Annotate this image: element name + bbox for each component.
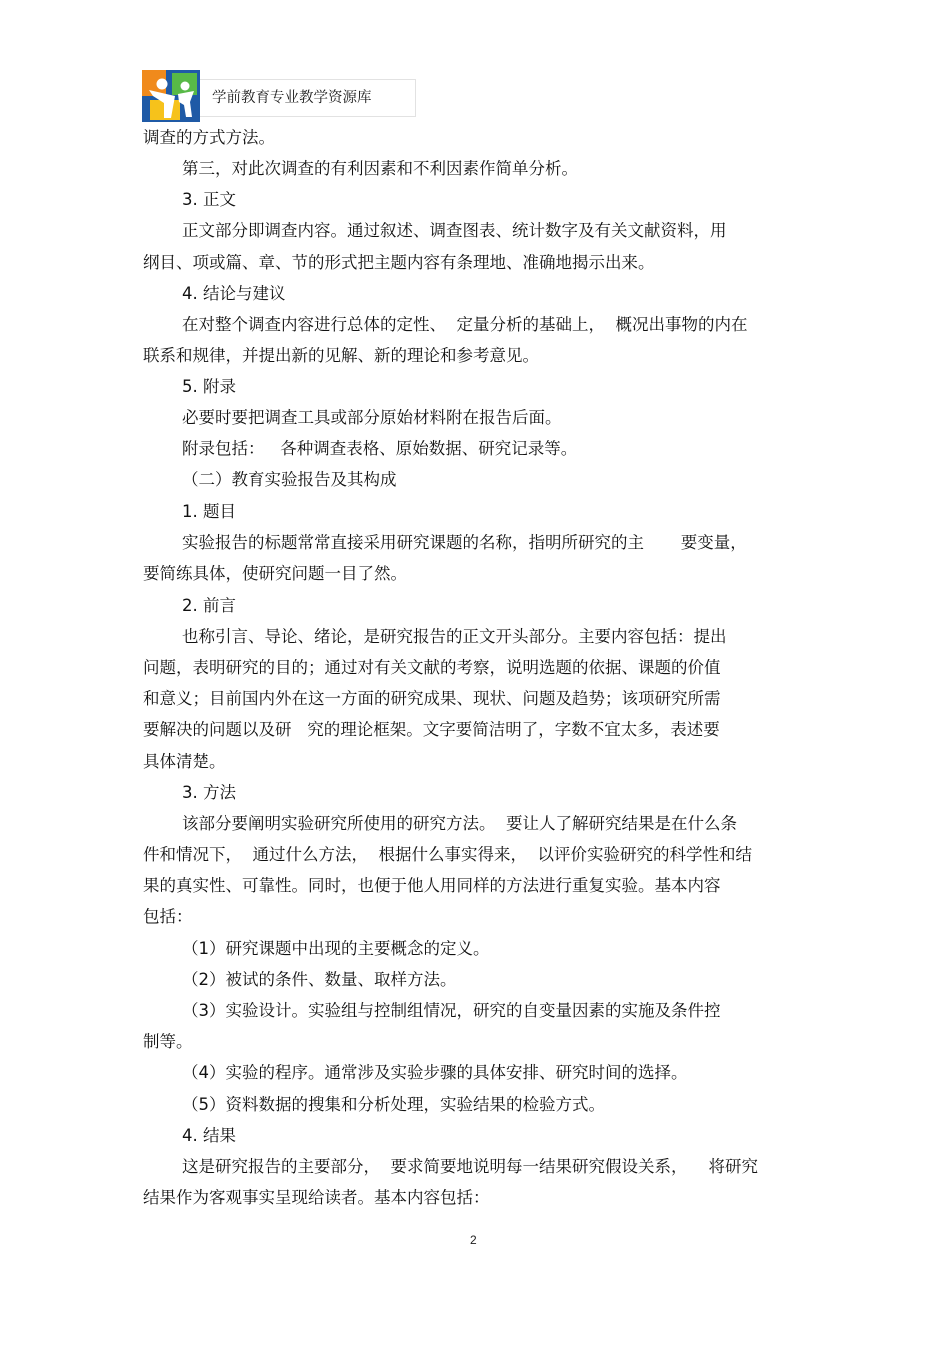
text-line: 果的真实性、可靠性。同时，也便于他人用同样的方法进行重复实验。基本内容	[143, 876, 721, 895]
text-line: 必要时要把调查工具或部分原始材料附在报告后面。	[182, 408, 562, 427]
text-line: 要简练具体，使研究问题一目了然。	[143, 564, 407, 583]
text-line: 结果作为客观事实呈现给读者。基本内容包括：	[143, 1188, 490, 1207]
text-line: 具体清楚。	[143, 752, 226, 771]
section-heading: 5. 附录	[182, 377, 236, 396]
text-line: 在对整个调查内容进行总体的定性、 定量分析的基础上， 概况出事物的内在	[182, 315, 748, 334]
section-heading: 2. 前言	[182, 596, 236, 615]
page-number: 2	[470, 1233, 477, 1247]
section-heading: 3. 方法	[182, 783, 236, 802]
text-line: 联系和规律，并提出新的见解、新的理论和参考意见。	[143, 346, 539, 365]
header-title: 学前教育专业教学资源库	[212, 90, 372, 106]
section-heading: 1. 题目	[182, 502, 236, 521]
text-line: 件和情况下， 通过什么方法， 根据什么事实得来， 以评价实验研究的科学性和结	[143, 845, 752, 864]
text-line: 这是研究报告的主要部分， 要求简要地说明每一结果研究假设关系， 将研究	[182, 1157, 758, 1176]
list-item: （3）实验设计。实验组与控制组情况，研究的自变量因素的实施及条件控	[182, 1001, 721, 1020]
school-logo-icon	[142, 70, 200, 122]
section-heading: 4. 结果	[182, 1126, 236, 1145]
text-line: 和意义；目前国内外在这一方面的研究成果、现状、问题及趋势；该项研究所需	[143, 689, 721, 708]
text-line: 包括：	[143, 907, 193, 926]
list-item: （4）实验的程序。通常涉及实验步骤的具体安排、研究时间的选择。	[182, 1063, 688, 1082]
text-line: 正文部分即调查内容。通过叙述、调查图表、统计数字及有关文献资料，用	[182, 221, 727, 240]
text-line: 也称引言、导论、绪论，是研究报告的正文开头部分。主要内容包括：提出	[182, 627, 727, 646]
page-header	[142, 70, 418, 122]
list-item: （2）被试的条件、数量、取样方法。	[182, 970, 457, 989]
section-heading: 4. 结论与建议	[182, 284, 286, 303]
text-line: 实验报告的标题常常直接采用研究课题的名称，指明所研究的主 要变量，	[182, 533, 747, 552]
text-line: 制等。	[143, 1032, 193, 1051]
text-line: 附录包括： 各种调查表格、原始数据、研究记录等。	[182, 439, 578, 458]
text-line: 要解决的问题以及研 究的理论框架。文字要简洁明了，字数不宜太多，表述要	[143, 720, 720, 739]
text-line: 第三，对此次调查的有利因素和不利因素作简单分析。	[182, 159, 578, 178]
text-line: 问题，表明研究的目的；通过对有关文献的考察，说明选题的依据、课题的价值	[143, 658, 721, 677]
text-line: 该部分要阐明实验研究所使用的研究方法。 要让人了解研究结果是在什么条	[182, 814, 737, 833]
text-line: 纲目、项或篇、章、节的形式把主题内容有条理地、准确地揭示出来。	[143, 253, 655, 272]
text-line: 调查的方式方法。	[143, 128, 275, 147]
subsection-heading: （二）教育实验报告及其构成	[182, 470, 397, 489]
list-item: （5）资料数据的搜集和分析处理，实验结果的检验方式。	[182, 1095, 605, 1114]
list-item: （1）研究课题中出现的主要概念的定义。	[182, 939, 490, 958]
section-heading: 3. 正文	[182, 190, 236, 209]
